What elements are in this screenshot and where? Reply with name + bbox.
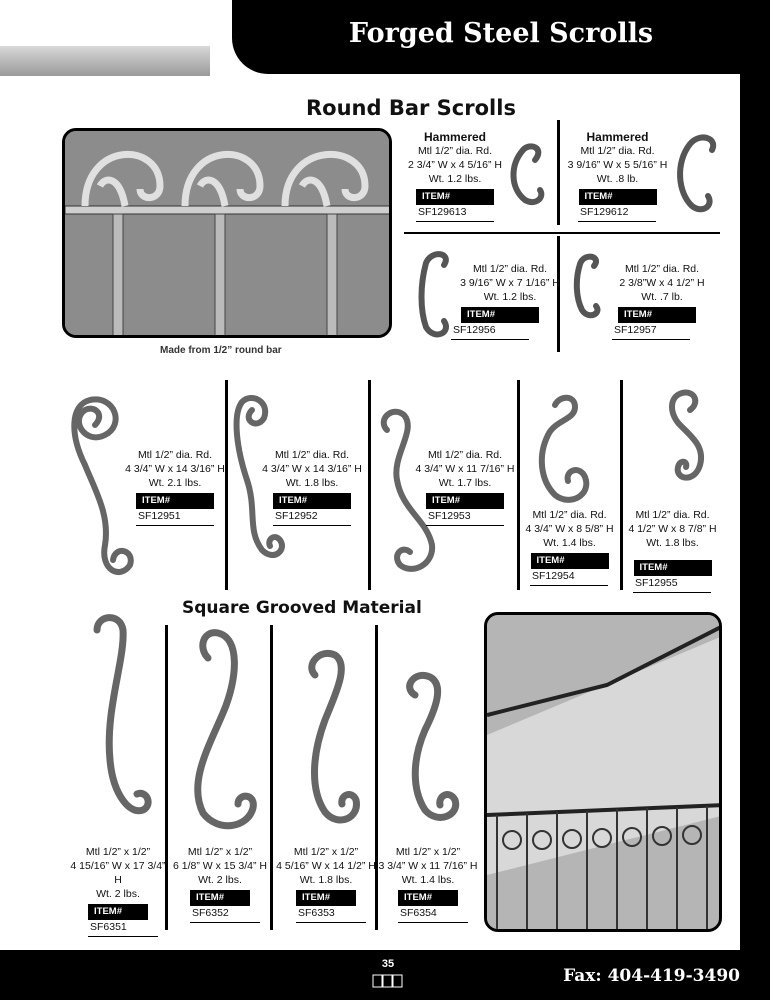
item-sku[interactable]: SF12955 (633, 576, 711, 593)
item-type: Hammered (423, 130, 487, 144)
item-sf6353 (276, 845, 376, 923)
item-sku[interactable]: SF12951 (136, 509, 214, 526)
scroll-sf129613-image (505, 140, 555, 210)
item-material: Mtl 1/2” dia. Rd. (532, 509, 607, 521)
item-dimensions: 4 15/16” W x 17 3/4” H (70, 860, 166, 886)
item-sku[interactable]: SF12953 (426, 509, 504, 526)
scroll-sf6352-image (178, 618, 268, 843)
item-weight: Wt. 1.2 lbs. (428, 173, 482, 185)
item-dimensions: 4 3/4” W x 14 3/16” H (125, 463, 225, 475)
item-weight: Wt. 1.8 lbs. (646, 537, 699, 549)
item-material: Mtl 1/2” x 1/2” (187, 846, 253, 858)
item-sku[interactable]: SF6354 (398, 906, 468, 923)
item-sf6351 (68, 845, 168, 937)
scroll-sf129612-image (670, 128, 725, 218)
item-dimensions: 2 3/8”W x 4 1/2” H (619, 277, 705, 289)
item-material: Mtl 1/2” dia. Rd. (580, 145, 655, 157)
item-dimensions: 6 1/8” W x 15 3/4” H (173, 860, 267, 872)
item-material: Mtl 1/2” dia. Rd. (137, 449, 213, 461)
item-dimensions: 2 3/4” W x 4 5/16” H (408, 159, 502, 171)
item-sf12954 (522, 508, 617, 586)
item-weight: Wt. 1.2 lbs. (483, 291, 537, 303)
staircase-illustration (487, 615, 722, 932)
item-sku[interactable]: SF6352 (190, 906, 260, 923)
item-sku[interactable]: SF12956 (451, 323, 529, 340)
fax-number: Fax: 404-419-3490 (563, 966, 740, 986)
divider (517, 380, 520, 590)
item-dimensions: 3 9/16” W x 7 1/16” H (460, 277, 560, 289)
scroll-sf12957-image (570, 250, 610, 325)
item-sf12952 (262, 448, 362, 526)
item-tag: ITEM# (461, 307, 539, 323)
item-weight: Wt. 1.7 lbs. (438, 477, 492, 489)
item-sf6352 (170, 845, 270, 923)
divider (620, 380, 623, 590)
item-tag: ITEM# (531, 553, 609, 569)
item-sku[interactable]: SF12954 (530, 569, 608, 586)
item-sf12956 (453, 262, 560, 340)
square-section-title: Square Grooved Material (182, 598, 422, 618)
item-dimensions: 3 3/4” W x 11 7/16” H (378, 860, 478, 872)
item-material: Mtl 1/2” dia. Rd. (624, 263, 700, 275)
item-dimensions: 4 3/4” W x 14 3/16” H (262, 463, 362, 475)
item-tag: ITEM# (190, 890, 250, 906)
divider (557, 120, 560, 225)
item-material: Mtl 1/2” dia. Rd. (417, 145, 493, 157)
item-material: Mtl 1/2” dia. Rd. (427, 449, 503, 461)
item-material: Mtl 1/2” x 1/2” (293, 846, 359, 858)
item-tag: ITEM# (618, 307, 696, 323)
item-material: Mtl 1/2” dia. Rd. (635, 509, 710, 521)
staircase-photo (484, 612, 722, 932)
photo-caption: Made from 1/2” round bar (160, 345, 282, 356)
item-sku[interactable]: SF129613 (416, 205, 494, 222)
item-sku[interactable]: SF12957 (612, 323, 690, 340)
item-weight: Wt. 2.1 lbs. (148, 477, 202, 489)
item-weight: Wt. .8 lb. (596, 173, 639, 185)
item-sku[interactable]: SF6351 (88, 920, 158, 937)
page-number: 35 (381, 958, 395, 970)
item-tag: ITEM# (88, 904, 148, 920)
item-sf6354 (378, 845, 478, 923)
scroll-sf6354-image (390, 665, 465, 840)
item-weight: Wt. 1.8 lbs. (299, 874, 353, 886)
divider (368, 380, 371, 590)
item-sf129613 (405, 130, 505, 222)
scroll-sf12954-image (530, 385, 600, 515)
fence-illustration (65, 131, 392, 338)
item-weight: Wt. .7 lb. (641, 291, 683, 303)
item-sku[interactable]: SF12952 (273, 509, 351, 526)
item-dimensions: 3 9/16” W x 5 5/16” H (567, 159, 668, 171)
side-bar (740, 60, 770, 950)
item-sf12955 (625, 508, 720, 593)
divider (404, 232, 720, 234)
scroll-sf6353-image (290, 640, 370, 840)
item-dimensions: 4 5/16” W x 14 1/2” H (276, 860, 376, 872)
divider (225, 380, 228, 590)
item-weight: Wt. 2 lbs. (198, 874, 242, 886)
item-material: Mtl 1/2” dia. Rd. (472, 263, 548, 275)
item-weight: Wt. 1.4 lbs. (401, 874, 455, 886)
item-tag: ITEM# (398, 890, 458, 906)
scroll-sf6351-image (85, 610, 155, 840)
item-sf129612 (565, 130, 670, 222)
item-weight: Wt. 1.4 lbs. (543, 537, 596, 549)
item-tag: ITEM# (634, 560, 712, 576)
item-tag: ITEM# (416, 189, 494, 205)
item-tag: ITEM# (579, 189, 657, 205)
item-dimensions: 4 3/4” W x 11 7/16” H (415, 463, 515, 475)
item-sf12957 (612, 262, 712, 340)
round-section-title: Round Bar Scrolls (306, 96, 516, 120)
item-sf12951 (125, 448, 225, 526)
item-tag: ITEM# (273, 493, 351, 509)
item-sku[interactable]: SF129612 (578, 205, 656, 222)
divider (270, 625, 273, 930)
fence-photo (62, 128, 392, 338)
item-tag: ITEM# (426, 493, 504, 509)
item-dimensions: 4 3/4” W x 8 5/8” H (525, 523, 614, 535)
item-material: Mtl 1/2” x 1/2” (85, 846, 151, 858)
item-weight: Wt. 2 lbs. (96, 888, 140, 900)
item-material: Mtl 1/2” x 1/2” (395, 846, 461, 858)
scroll-sf12955-image (660, 385, 720, 495)
item-material: Mtl 1/2” dia. Rd. (274, 449, 350, 461)
item-dimensions: 4 1/2” W x 8 7/8” H (628, 523, 717, 535)
item-tag: ITEM# (136, 493, 214, 509)
logo-icon (372, 974, 404, 988)
item-sf12953 (415, 448, 515, 526)
item-sku[interactable]: SF6353 (296, 906, 366, 923)
item-weight: Wt. 1.8 lbs. (285, 477, 339, 489)
page-title: Forged Steel Scrolls (348, 18, 654, 49)
item-tag: ITEM# (296, 890, 356, 906)
item-type: Hammered (586, 130, 649, 144)
